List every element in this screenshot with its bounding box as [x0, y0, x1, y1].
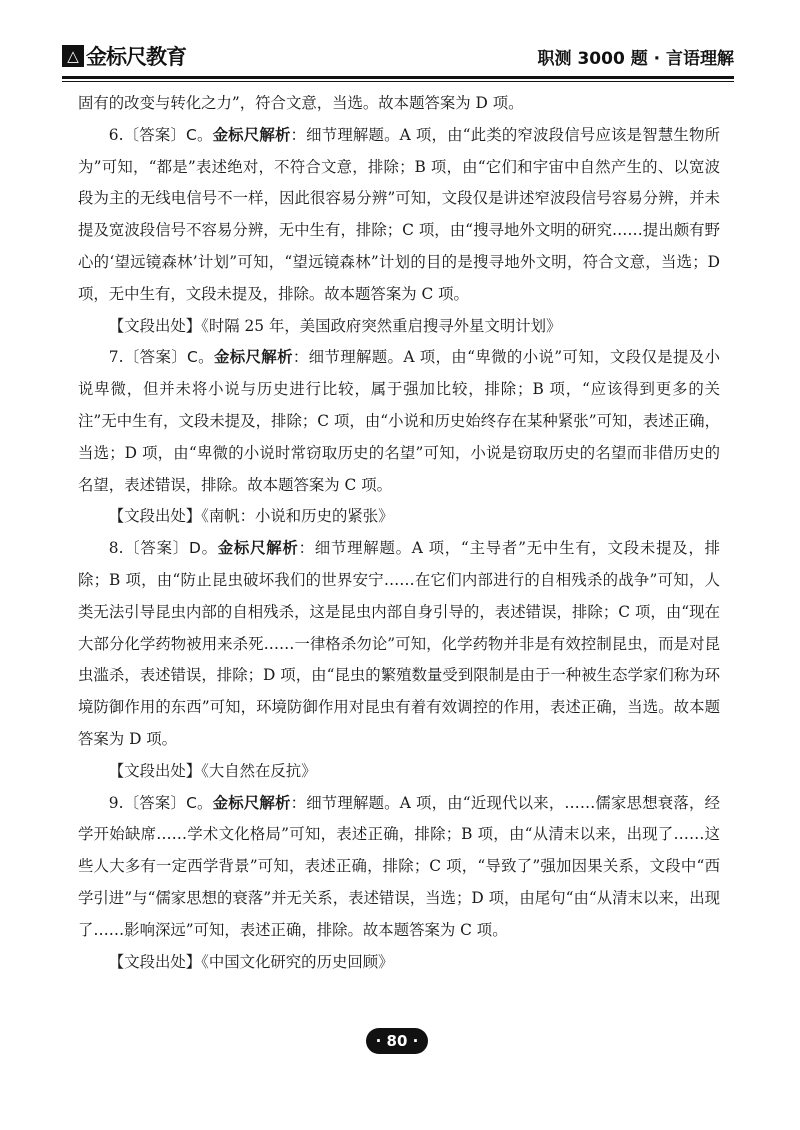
explain-label: 金标尺解析 [212, 793, 291, 812]
answer-tag: 〔答案〕D。 [123, 539, 218, 558]
page-number: · 80 · [366, 1028, 428, 1054]
page-body [78, 88, 720, 978]
question-paragraph [78, 788, 720, 947]
question-paragraph [78, 342, 720, 501]
question-6 [78, 120, 720, 343]
question-7 [78, 342, 720, 533]
publisher-logo [62, 41, 186, 71]
explanation-text: ：细节理解题。A 项，由“近现代以来，……儒家思想衰落，经学开始缺席……学术文化格局”可知，表述正确，排除；B 项，由“从清末以来，出现了……这些人大多有一定西学背景”可知，表述正确，排除；C 项，“导致了”强加因果关系，文段中“西学引进”与“儒家思想的衰落”并无关系，表述错误，当选；D 项，由尾句“由“从清末以来，出现了……影响深远”可知，表述正确，排除。故本题答案为 C 项。 [78, 793, 720, 939]
intro-paragraph: 固有的改变与转化之力”，符合文意，当选。故本题答案为 D 项。 [78, 94, 524, 112]
logo-icon: △ [62, 45, 84, 67]
explain-label: 金标尺解析 [213, 348, 293, 367]
source-line: 【文段出处】《南帆：小说和历史的紧张》 [108, 507, 394, 526]
explanation-text: ：细节理解题。A 项，由“卑微的小说”可知，文段仅是提及小说卑微，但并未将小说与历史进行比较，属于强加比较，排除；B 项，“应该得到更多的关注”无中生有，文段未提及，排除；C 项，由“小说和历史始终存在某种紧张”可知，表述正确，当选；D 项，由“卑微的小说时常窃取历史的名望”可知，小说是窃取历史的名望而非借历史的名望，表述错误，排除。故本题答案为 C 项。 [78, 348, 720, 494]
book-title: 职测 3000 题 · 言语理解 [537, 48, 734, 69]
source-line: 【文段出处】《大自然在反抗》 [108, 761, 317, 780]
answer-tag: 〔答案〕C。 [123, 125, 213, 144]
explanation-text: ：细节理解题。A 项，由“此类的窄波段信号应该是智慧生物所为”可知，“都是”表述绝对，不符合文意，排除；B 项，由“它们和宇宙中自然产生的、以宽波段为主的无线电信号不一样，因此很容易分辨”可知，文段仅是讲述窄波段信号容易分辨，并未提及宽波段信号不容易分辨，无中生有，排除；C 项，由“搜寻地外文明的研究……提出颇有野心的‘望远镜森林’计划”可知，“望远镜森林”计划的目的是搜寻地外文明，符合文意，当选；D 项，无中生有，文段未提及，排除。故本题答案为 C 项。 [78, 125, 720, 303]
explain-label: 金标尺解析 [212, 125, 291, 144]
answer-tag: 〔答案〕C。 [123, 793, 213, 812]
logo-text: 金标尺教育 [86, 45, 186, 69]
page-header [62, 40, 734, 72]
explain-label: 金标尺解析 [217, 539, 299, 558]
question-paragraph [78, 120, 720, 311]
answer-tag: 〔答案〕C。 [123, 348, 214, 367]
question-number: 9. [108, 793, 124, 812]
question-number: 6. [108, 125, 124, 144]
header-rule-thin [62, 81, 734, 82]
source-line: 【文段出处】《时隔 25 年，美国政府突然重启搜寻外星文明计划》 [108, 316, 562, 335]
header-rule [62, 76, 734, 79]
question-paragraph [78, 533, 720, 756]
source-line: 【文段出处】《中国文化研究的历史回顾》 [108, 952, 394, 971]
explanation-text: ：细节理解题。A 项，“主导者”无中生有，文段未提及，排除；B 项，由“防止昆虫破坏我们的世界安宁……在它们内部进行的自相残杀的战争”可知，人类无法引导昆虫内部的自相残杀，这是昆虫内部自身引导的，表述错误，排除；C 项，由“现在大部分化学药物被用来杀死……一律格杀勿论”可知，化学药物并非是有效控制昆虫，而是对昆虫滥杀，表述错误，排除；D 项，由“昆虫的繁殖数量受到限制是由于一种被生态学家们称为环境防御作用的东西”可知，环境防御作用对昆虫有着有效调控的作用，表述正确，当选。故本题答案为 D 项。 [78, 539, 720, 748]
question-9 [78, 788, 720, 979]
question-number: 8. [108, 539, 124, 558]
question-8 [78, 533, 720, 787]
question-number: 7. [108, 348, 124, 367]
